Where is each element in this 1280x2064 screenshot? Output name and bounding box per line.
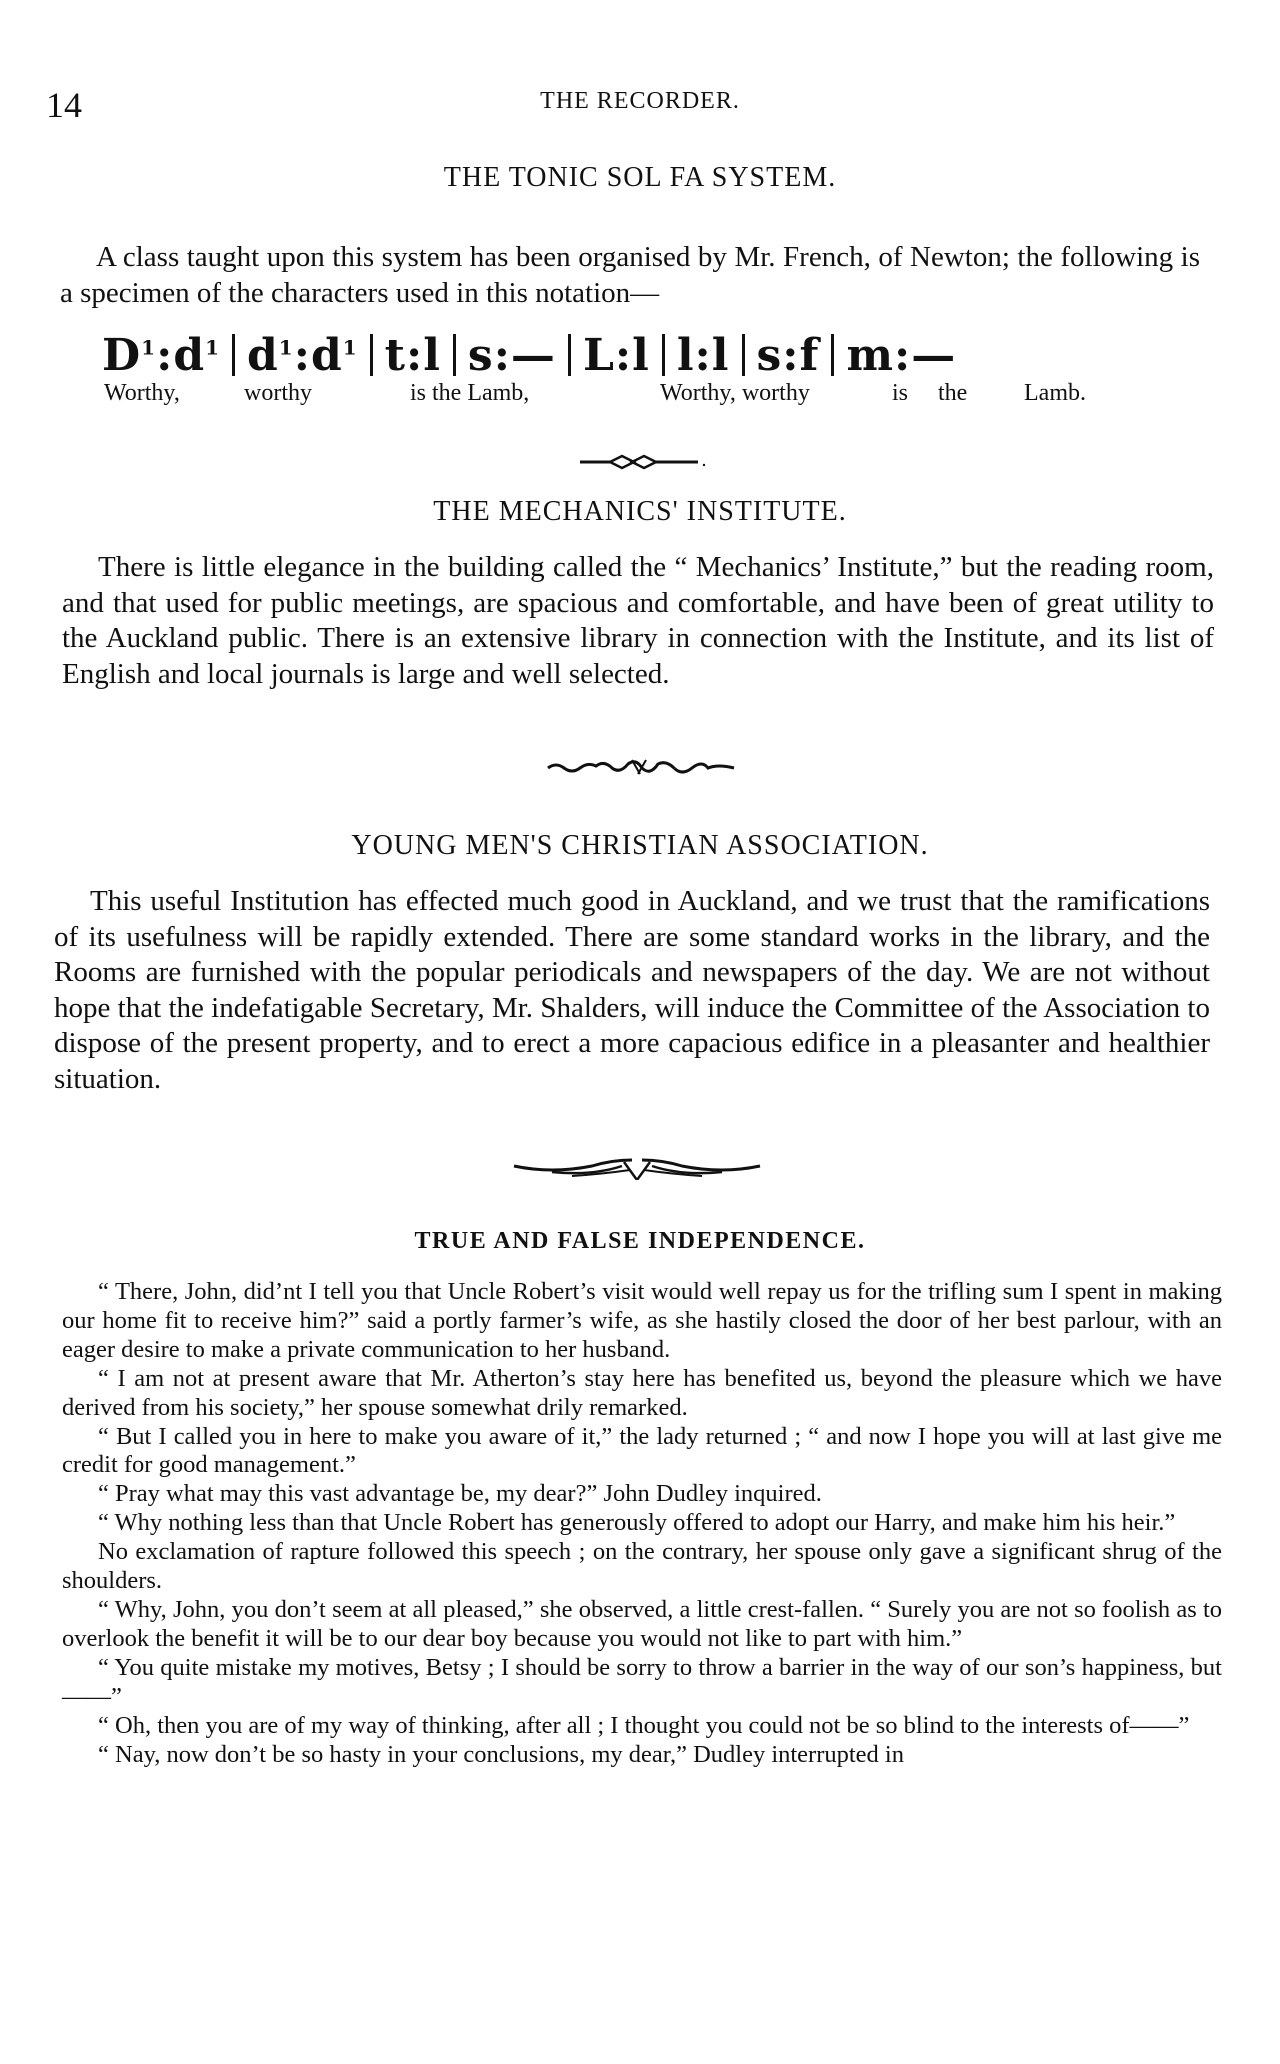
story-paragraph: “ Oh, then you are of my way of thinking, after all ; I thought you could not be so blind to the interests of——” [98, 1711, 1190, 1739]
story-paragraph: “ But I called you in here to make you aware of it,” the lady returned ; “ and now I hope you will at last give me credit for good management.” [62, 1422, 1222, 1479]
story-paragraph: “ You quite mistake my motives, Betsy ; I should be sorry to throw a barrier in the way of our son’s happiness, but——” [62, 1653, 1222, 1710]
section-title-tonic-sol-fa: THE TONIC SOL FA SYSTEM. [443, 162, 837, 193]
story-text [62, 1278, 1222, 1769]
lyric: worthy [244, 380, 312, 406]
story-paragraph: “ Pray what may this vast advantage be, my dear?” John Dudley inquired. [98, 1480, 822, 1508]
page-number: 14 [46, 85, 82, 125]
story-paragraph: “ Why, John, you don’t seem at all pleased,” she observed, a little crest-fallen. “ Surely you are not so foolish as to overlook the benefit it will be to our dear boy because you would not like to part with him.” [62, 1595, 1222, 1652]
story-paragraph: “ I am not at present aware that Mr. Atherton’s stay here has benefited us, beyond the pleasure which we have derived from his society,” her spouse somewhat drily remarked. [62, 1364, 1222, 1421]
lyric: Worthy, worthy [660, 380, 810, 406]
lyric: is the Lamb, [410, 380, 530, 406]
bar-line [742, 334, 745, 376]
measure-8: m:— [846, 330, 957, 381]
section-title-ymca: YOUNG MEN'S CHRISTIAN ASSOCIATION. [351, 830, 929, 861]
lyric: Lamb. [1024, 380, 1086, 406]
section-title-true-false-independence: TRUE AND FALSE INDEPENDENCE. [414, 1228, 866, 1254]
bar-line [370, 334, 373, 376]
diamond-rule-ornament-icon [580, 452, 720, 472]
bar-line [568, 334, 571, 376]
scroll-ornament-icon [546, 756, 736, 778]
paragraph: This useful Institution has effected much good in Auckland, and we trust that the ramifications of its usefulness will be rapidly extended. There are some standard works in the library, and the Rooms are furnished with the popular periodicals and newspapers of the day. We are not without hope that the indefatigable Secretary, Mr. Shalders, will induce the Committee of the Association to dispose of the present property, and to erect a more capacious edifice in a pleasanter and healthier situation. [54, 885, 1210, 1095]
measure-2: $d^1:d^1$ [247, 330, 358, 381]
bar-line [831, 334, 834, 376]
measure-3: t:l [384, 330, 441, 381]
wing-ornament-icon [512, 1154, 762, 1180]
running-title: THE RECORDER. [540, 88, 740, 114]
measure-5: L:l [582, 330, 650, 381]
measure-4: s:— [467, 330, 556, 381]
story-paragraph: “ There, John, did’nt I tell you that Uncle Robert’s visit would well repay us for the trifling sum I spent in making our home fit to receive him?” said a portly farmer’s wife, as she hastily closed the door of her best parlour, with an eager desire to make a private communication to her husband. [62, 1278, 1222, 1363]
bar-line [453, 334, 456, 376]
ymca-paragraph [54, 884, 1210, 1097]
tonic-sol-fa-paragraph [60, 240, 1200, 311]
section-title-mechanics-institute: THE MECHANICS' INSTITUTE. [433, 496, 847, 527]
story-paragraph: No exclamation of rapture followed this speech ; on the contrary, her spouse only gave a significant shrug of the shoulders. [62, 1538, 1222, 1595]
story-paragraph: “ Why nothing less than that Uncle Robert has generously offered to adopt our Harry, and make him his heir.” [98, 1509, 1176, 1537]
lyric: the [938, 380, 968, 406]
lyric: Worthy, [104, 380, 180, 406]
story-paragraph: “ Nay, now don’t be so hasty in your conclusions, my dear,” Dudley interrupted in [98, 1740, 904, 1768]
measure-6: l:l [676, 330, 730, 381]
measure-7: s:f [756, 330, 820, 381]
paragraph: A class taught upon this system has been organised by Mr. French, of Newton; the following is a specimen of the characters used in this notation— [60, 241, 1200, 309]
bar-line [232, 334, 235, 376]
measure-1: $D^1:d^1$ [102, 330, 221, 381]
notation-lyrics [0, 380, 1280, 410]
lyric: is [892, 380, 909, 406]
bar-line [662, 334, 665, 376]
tonic-sol-fa-notation [102, 330, 1182, 381]
paragraph: There is little elegance in the building called the “ Mechanics’ Institute,” but the reading room, and that used for public meetings, are spacious and comfortable, and have been of great utility to the Auckland public. There is an extensive library in connection with the Institute, and its list of English and local journals is large and well selected. [62, 551, 1214, 690]
mechanics-institute-paragraph [62, 550, 1214, 692]
